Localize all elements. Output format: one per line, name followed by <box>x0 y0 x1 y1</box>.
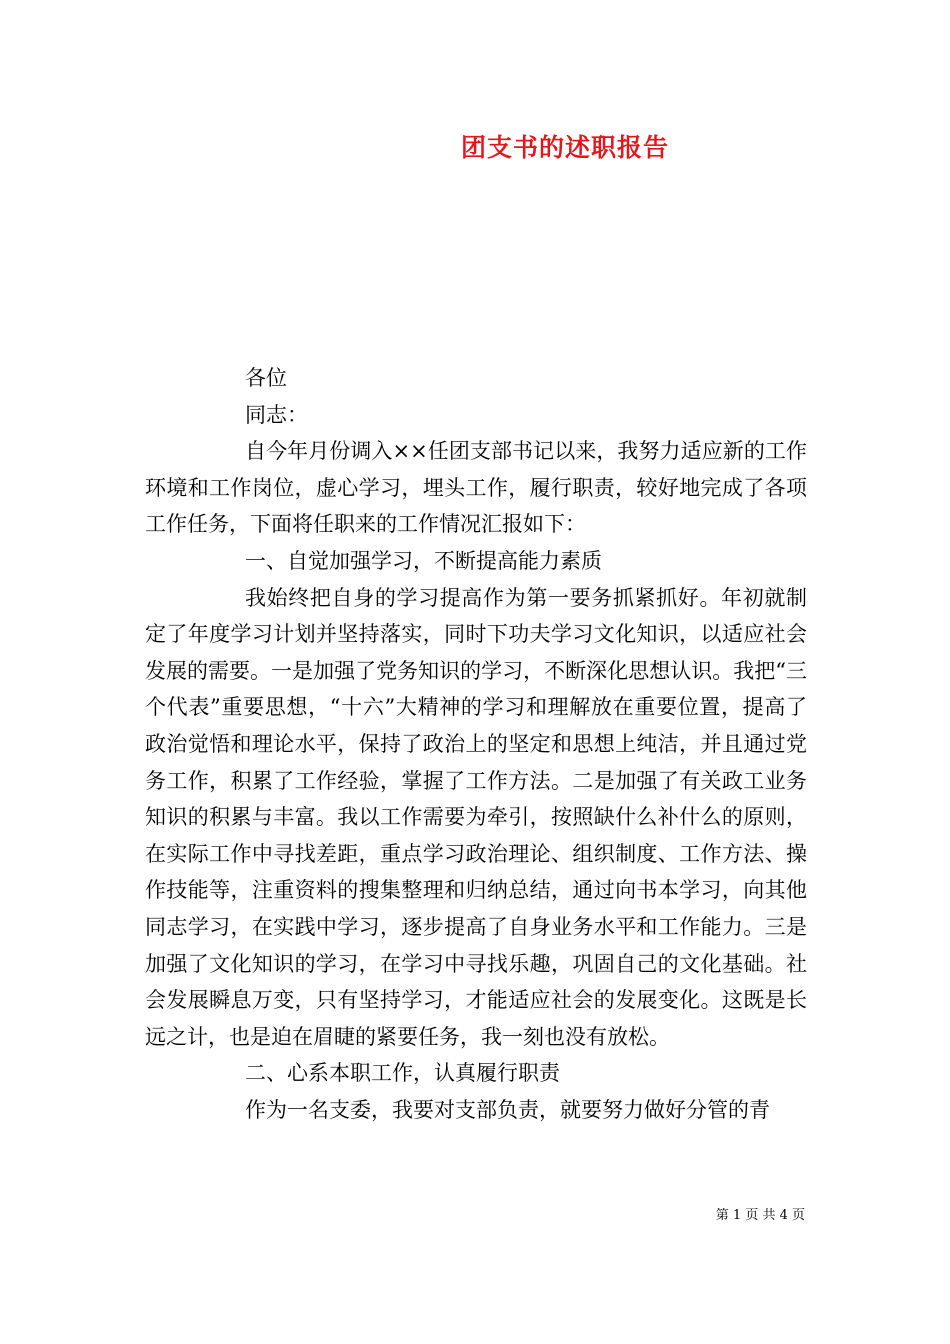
paragraph-study: 我始终把自身的学习提高作为第一要务抓紧抓好。年初就制定了年度学习计划并坚持落实，同时下功夫学习文化知识，以适应社会发展的需要。一是加强了党务知识的学习，不断深化思想认识。我把“三个代表”重要思想，“十六”大精神的学习和理解放在重要位置，提高了政治觉悟和理论水平，保持了政治上的坚定和思想上纯洁，并且通过党务工作，积累了工作经验，掌握了工作方法。二是加强了有关政工业务知识的积累与丰富。我以工作需要为牵引，按照缺什么补什么的原则，在实际工作中寻找差距，重点学习政治理论、组织制度、工作方法、操作技能等，注重资料的搜集整理和归纳总结，通过向书本学习，向其他同志学习，在实践中学习，逐步提高了自身业务水平和工作能力。三是加强了文化知识的学习，在学习中寻找乐趣，巩固自己的文化基础。社会发展瞬息万变，只有坚持学习，才能适应社会的发展变化。这既是长远之计，也是迫在眉睫的紧要任务，我一刻也没有放松。 <box>145 585 807 1049</box>
page-footer: 第 1 页 共 4 页 <box>715 1208 805 1223</box>
salutation-line-1: 各位 <box>245 366 287 390</box>
salutation-line-2: 同志： <box>245 402 308 427</box>
document-body <box>145 360 807 1128</box>
section-heading-1: 一、自觉加强学习，不断提高能力素质 <box>245 548 602 573</box>
paragraph-intro: 自今年月份调入××任团支部书记以来，我努力适应新的工作环境和工作岗位，虚心学习，埋头工作，履行职责，较好地完成了各项工作任务，下面将任职来的工作情况汇报如下： <box>145 439 807 537</box>
paragraph-duty: 作为一名支委，我要对支部负责，就要努力做好分管的青 <box>245 1097 770 1122</box>
document-title: 团支书的述职报告 <box>460 133 669 162</box>
section-heading-2: 二、心系本职工作，认真履行职责 <box>245 1061 560 1086</box>
